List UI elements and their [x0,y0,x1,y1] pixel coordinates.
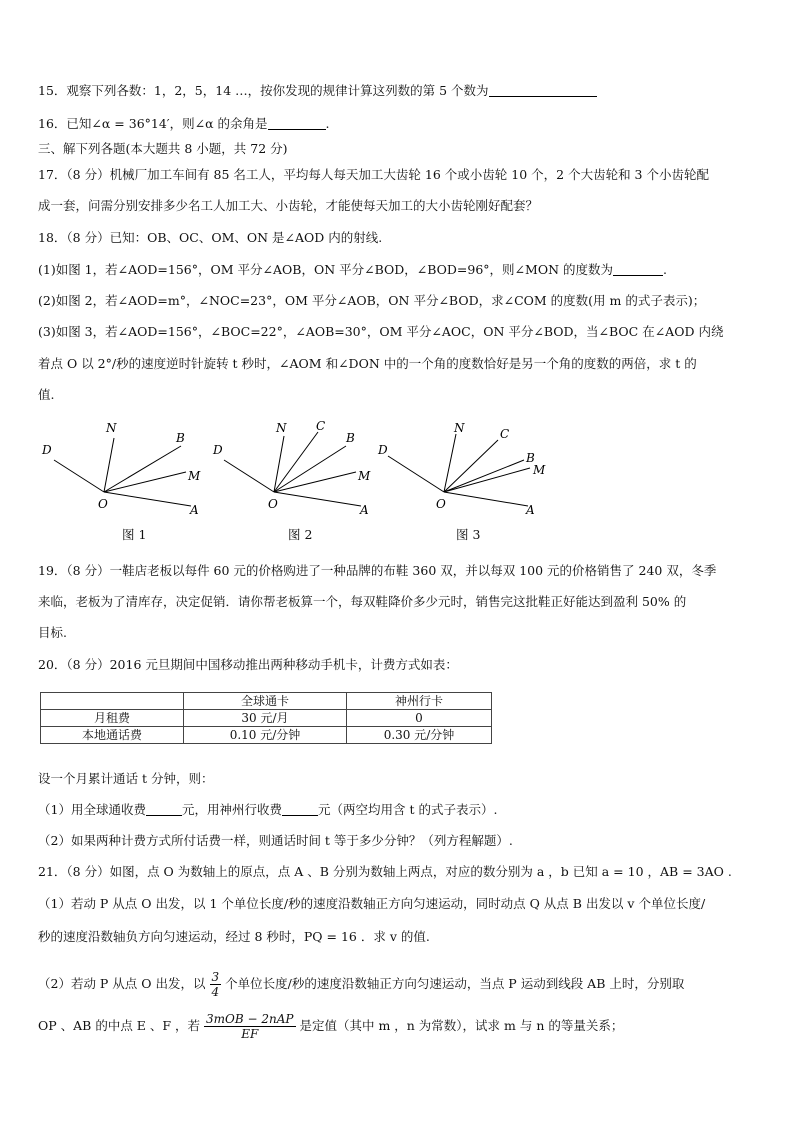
figure-1 [54,438,191,506]
question-21-part-1-line-2: 秒的速度沿数轴负方向匀速运动，经过 8 秒时，PQ = 16 ．求 v 的值. [38,929,430,944]
question-20-part-1 [38,801,764,819]
figure-2-caption: 图 2 [288,527,313,542]
question-18-part-1-end: . [662,262,667,277]
question-16-end: . [325,116,330,131]
fig1-label-o: O [98,497,108,511]
question-21-part-1-line-1: （1）若动 P 从点 O 出发，以 1 个单位长度/秒的速度沿数轴正方向匀速运动，同时动点 Q 从点 B 出发以 v 个单位长度/ [38,896,706,911]
question-16-text: 16．已知∠α = 36°14′，则∠α 的余角是 [38,116,268,131]
fig1-label-d: D [42,443,52,457]
question-19-line-2: 来临，老板为了清库存，决定促销．请你帮老板算一个，每双鞋降价多少元时，销售完这批鞋正好能达到盈利 50% 的 [38,594,687,609]
table-cell: 月租费 [41,710,184,727]
answer-blank [613,261,663,276]
question-20-line-1: 20．（8 分）2016 元旦期间中国移动推出两种移动手机卡，计费方式如表： [38,657,458,672]
fig3-label-m: M [533,463,546,477]
question-21-line-1: 21．（8 分）如图，点 O 为数轴上的原点，点 A 、B 分别为数轴上两点，对应的数分别为 a ，b 已知 a = 10 ，AB = 3AO . [38,864,732,879]
fig3-label-b: B [526,451,535,465]
table-cell: 本地通话费 [41,727,184,744]
question-18-line-1: 18．（8 分）已知：OB、OC、OM、ON 是∠AOD 内的射线. [38,230,383,245]
answer-blank [489,82,597,97]
question-15-text: 15．观察下列各数：1，2，5，14 …，按你发现的规律计算这列数的第 5 个数为 [38,83,489,98]
question-20-line-2: 设一个月累计通话 t 分钟，则： [38,771,214,786]
question-20-part-1-mid: 元，用神州行收费 [181,802,282,817]
question-18-part-1-text: (1)如图 1，若∠AOD=156°，OM 平分∠AOB，ON 平分∠BOD，∠BOD=96°，则∠MON 的度数为 [38,262,613,277]
fig2-label-b: B [346,431,355,445]
question-18-part-1 [38,261,764,279]
fraction-three-quarters [210,970,222,999]
table-header-row [41,693,492,710]
answer-blank [282,801,318,816]
fig1-label-n: N [106,421,117,435]
table-header-cell: 全球通卡 [184,693,347,710]
fig1-label-b: B [176,431,185,445]
question-21-part-2-line-2-text: OP 、AB 的中点 E 、F ，若 [38,1018,201,1033]
question-21-part-2-line-2-end: 是定值（其中 m ，n 为常数），试求 m 与 n 的等量关系； [299,1018,624,1033]
fig3-label-d: D [378,443,388,457]
question-18-part-3-line-2: 着点 O 以 2°/秒的速度逆时针旋转 t 秒时，∠AOM 和∠DON 中的一个角的度数恰好是另一个角的度数的两倍，求 t 的 [38,356,697,371]
question-20-part-1-text: （1）用全球通收费 [38,802,146,817]
fig2-label-d: D [213,443,223,457]
question-19-line-1: 19．（8 分）一鞋店老板以每件 60 元的价格购进了一种品牌的布鞋 360 双，并以每双 100 元的价格销售了 240 双，冬季 [38,563,717,578]
question-17-line-1: 17．（8 分）机械厂加工车间有 85 名工人，平均每人每天加工大齿轮 16 个或小齿轮 10 个，2 个大齿轮和 3 个小齿轮配 [38,167,709,182]
fig2-label-a: A [360,503,369,517]
figure-2 [224,432,361,506]
answer-blank [146,801,182,816]
table-header-cell [41,693,184,710]
fig2-label-m: M [358,469,371,483]
fig2-label-n: N [276,421,287,435]
fraction-numerator: 3mOB − 2nAP [206,1012,294,1026]
fraction-denominator: EF [241,1027,259,1041]
table-row [41,727,492,744]
question-16 [38,115,764,133]
fraction-numerator: 3 [211,970,220,984]
table-cell: 30 元/月 [184,710,347,727]
question-17-line-2: 成一套，问需分别安排多少名工人加工大、小齿轮，才能使每天加工的大小齿轮刚好配套？ [38,198,539,213]
question-18-part-3-line-3: 值. [38,387,55,402]
fig1-label-a: A [190,503,199,517]
figure-1-caption: 图 1 [122,527,147,542]
question-20-part-2: （2）如果两种计费方式所付话费一样，则通话时间 t 等于多少分钟？（列方程解题）. [38,833,513,848]
table-cell: 0.10 元/分钟 [184,727,347,744]
question-21-part-2-text: （2）若动 P 从点 O 出发，以 [38,976,206,991]
question-18-part-3-line-1: (3)如图 3，若∠AOD=156°，∠BOC=22°，∠AOB=30°，OM 平分∠AOC，ON 平分∠BOD，当∠BOC 在∠AOD 内绕 [38,324,724,339]
table-cell: 0.30 元/分钟 [347,727,492,744]
table-cell: 0 [347,710,492,727]
figure-3-caption: 图 3 [456,527,481,542]
fraction-expression [204,1012,295,1041]
question-15 [38,82,764,100]
question-21-part-2-line-2 [38,1010,764,1042]
question-21-part-2-line-1 [38,968,764,1000]
question-20-part-1-end: 元（两空均用含 t 的式子表示）. [317,802,498,817]
fee-table [40,692,492,744]
fig3-label-o: O [436,497,446,511]
question-18-part-2: (2)如图 2，若∠AOD=m°，∠NOC=23°，OM 平分∠AOB，ON 平分∠BOD，求∠COM 的度数(用 m 的式子表示)； [38,293,706,308]
fig1-label-m: M [188,469,201,483]
figure-3 [388,434,530,506]
fig2-label-o: O [268,497,278,511]
fig3-label-c: C [500,427,510,441]
table-row [41,710,492,727]
question-19-line-3: 目标. [38,625,67,640]
fig3-label-n: N [454,421,465,435]
fig2-label-c: C [316,420,326,433]
fig3-label-a: A [526,503,535,517]
answer-blank [268,115,326,130]
table-header-cell: 神州行卡 [347,693,492,710]
question-21-part-2-text-cont: 个单位长度/秒的速度沿数轴正方向匀速运动，当点 P 运动到线段 AB 上时，分别取 [225,976,685,991]
fraction-denominator: 4 [211,985,220,999]
section-heading: 三、解下列各题(本大题共 8 小题，共 72 分) [38,141,288,156]
